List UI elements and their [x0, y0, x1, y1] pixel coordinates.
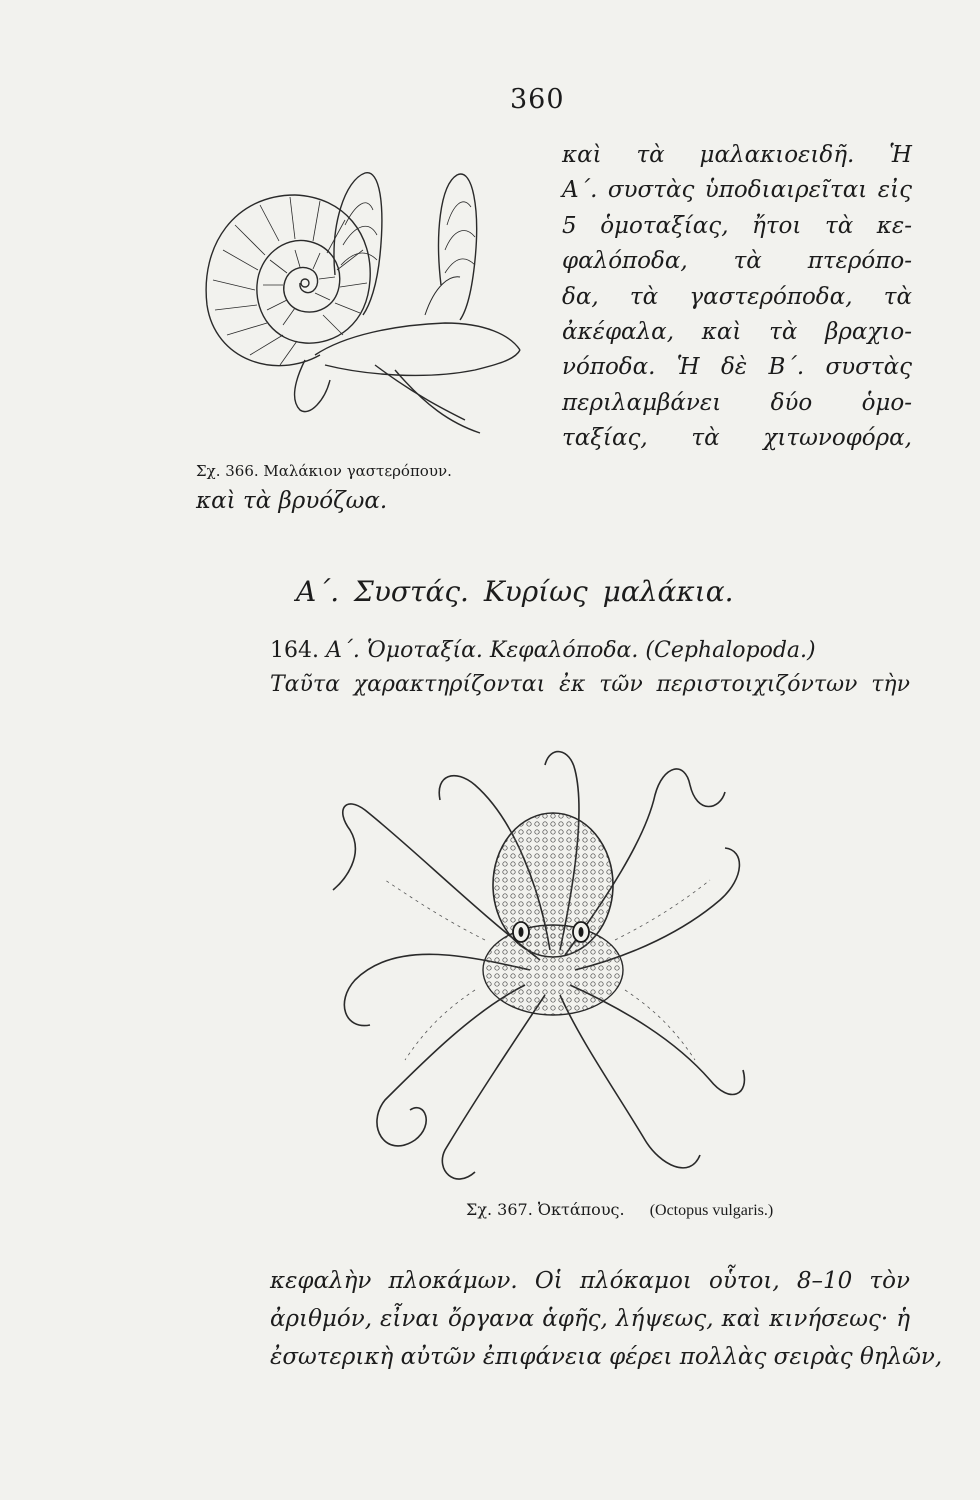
text-line: ἐσωτερικὴ αὐτῶν ἐπιφάνεια φέρει πολλὰς σειρὰς θηλῶν,	[270, 1344, 943, 1370]
figure-367-caption	[466, 1200, 773, 1220]
figure-367-caption-greek: Σχ. 367. Ὀκτάπους.	[466, 1200, 625, 1219]
text-line: περιλαμβάνει δύο ὁμο-	[562, 389, 912, 416]
text-line: καὶ τὰ μαλακιοειδῆ. Ἡ	[562, 142, 912, 168]
text-line: κεφαλὴν πλοκάμων. Οἱ πλόκαμοι οὗτοι, 8–10 τὸν	[270, 1268, 910, 1294]
paragraph-second-line: Ταῦτα χαρακτηρίζονται ἐκ τῶν περιστοιχιζόντων τὴν	[270, 672, 910, 697]
octopus-illustration	[325, 740, 755, 1195]
text-line: νόποδα. Ἡ δὲ Β΄. συστὰς	[562, 354, 912, 381]
page-number: 360	[510, 84, 565, 115]
continuation-line: καὶ τὰ βρυόζωα.	[196, 488, 388, 514]
right-column-text	[562, 138, 912, 457]
text-line: Α΄. συστὰς ὑποδιαιρεῖται εἰς	[562, 177, 912, 204]
figure-367-caption-latin: (Octopus vulgaris.)	[649, 1202, 774, 1219]
figure-366-caption: Σχ. 366. Μαλάκιον γαστερόπουν.	[196, 462, 452, 480]
text-line: ἀριθμόν, εἶναι ὄργανα ἁφῆς, λήψεως, καὶ κινήσεως· ἡ	[270, 1306, 910, 1332]
text-line: ἀκέφαλα, καὶ τὰ βραχιο-	[562, 319, 912, 346]
paragraph-title: Α΄. Ὁμοταξία. Κεφαλόποδα. (Cephalopoda.)	[325, 638, 816, 663]
mollusc-illustration	[195, 165, 540, 465]
bottom-paragraph	[270, 1262, 943, 1376]
octopus-drawing	[325, 740, 755, 1195]
text-line: δα, τὰ γαστερόποδα, τὰ	[562, 283, 912, 310]
paragraph-first-line	[270, 638, 910, 663]
text-line: φαλόποδα, τὰ πτερόπο-	[562, 248, 912, 275]
mollusc-drawing	[195, 165, 540, 465]
section-heading: Α΄. Συστάς. Κυρίως μαλάκια.	[296, 575, 734, 608]
text-line: ταξίας, τὰ χιτωνοφόρα,	[562, 425, 912, 452]
paragraph-number: 164.	[270, 638, 319, 663]
text-line: 5 ὁμοταξίας, ἤτοι τὰ κε-	[562, 212, 912, 239]
